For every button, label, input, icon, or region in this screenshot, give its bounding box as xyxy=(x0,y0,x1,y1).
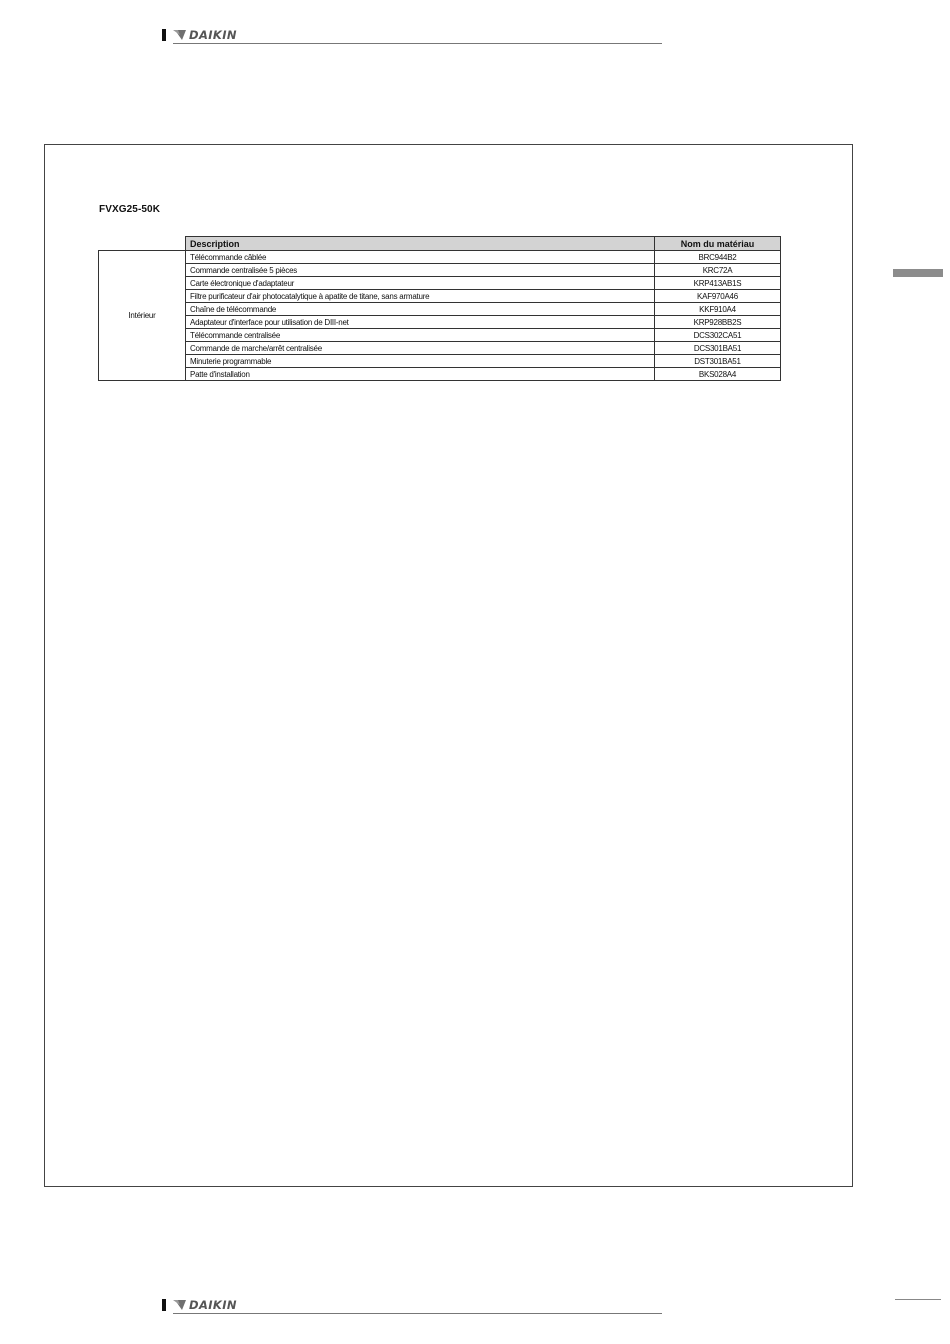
table-row xyxy=(99,342,781,355)
table-body xyxy=(99,251,781,381)
side-section-tab xyxy=(893,269,943,277)
cell-code: BRC944B2 xyxy=(655,251,781,264)
column-header-code: Nom du matériau xyxy=(655,237,781,251)
cell-description: Minuterie programmable xyxy=(186,355,655,368)
group-label: Intérieur xyxy=(99,251,186,381)
accessories-table xyxy=(98,236,781,381)
table-row xyxy=(99,355,781,368)
table-row xyxy=(99,290,781,303)
column-header-description: Description xyxy=(186,237,655,251)
cell-code: BKS028A4 xyxy=(655,368,781,381)
table-header-row xyxy=(99,237,781,251)
footer-logo-bar xyxy=(162,1298,662,1312)
daikin-logo-icon xyxy=(173,1299,187,1311)
cell-code: DCS301BA51 xyxy=(655,342,781,355)
cell-description: Patte d'installation xyxy=(186,368,655,381)
daikin-logo-text: DAIKIN xyxy=(189,28,237,42)
cell-description: Carte électronique d'adaptateur xyxy=(186,277,655,290)
cell-code: DST301BA51 xyxy=(655,355,781,368)
table-row xyxy=(99,329,781,342)
table-row xyxy=(99,251,781,264)
table-row xyxy=(99,264,781,277)
table-row xyxy=(99,368,781,381)
daikin-logo-footer xyxy=(173,1298,237,1312)
cell-code: KKF910A4 xyxy=(655,303,781,316)
cell-description: Télécommande centralisée xyxy=(186,329,655,342)
header-logo-bar xyxy=(162,28,662,42)
daikin-logo xyxy=(173,28,237,42)
daikin-logo-icon xyxy=(173,29,187,41)
table-header-blank xyxy=(99,237,186,251)
footer-marker xyxy=(162,1299,166,1311)
cell-description: Chaîne de télécommande xyxy=(186,303,655,316)
cell-code: KRP928BB2S xyxy=(655,316,781,329)
cell-code: KAF970A46 xyxy=(655,290,781,303)
table-row xyxy=(99,277,781,290)
table-row xyxy=(99,303,781,316)
page-number-rule xyxy=(895,1299,941,1300)
cell-description: Commande de marche/arrêt centralisée xyxy=(186,342,655,355)
daikin-logo-text: DAIKIN xyxy=(189,1298,237,1312)
header-marker xyxy=(162,29,166,41)
cell-description: Télécommande câblée xyxy=(186,251,655,264)
cell-description: Commande centralisée 5 pièces xyxy=(186,264,655,277)
cell-description: Filtre purificateur d'air photocatalytique à apatite de titane, sans armature xyxy=(186,290,655,303)
section-title: FVXG25-50K xyxy=(99,204,161,215)
table-row xyxy=(99,316,781,329)
cell-code: DCS302CA51 xyxy=(655,329,781,342)
cell-code: KRC72A xyxy=(655,264,781,277)
cell-description: Adaptateur d'interface pour utilisation de DIII-net xyxy=(186,316,655,329)
cell-code: KRP413AB1S xyxy=(655,277,781,290)
footer-rule xyxy=(173,1313,662,1314)
header-rule xyxy=(173,43,662,44)
